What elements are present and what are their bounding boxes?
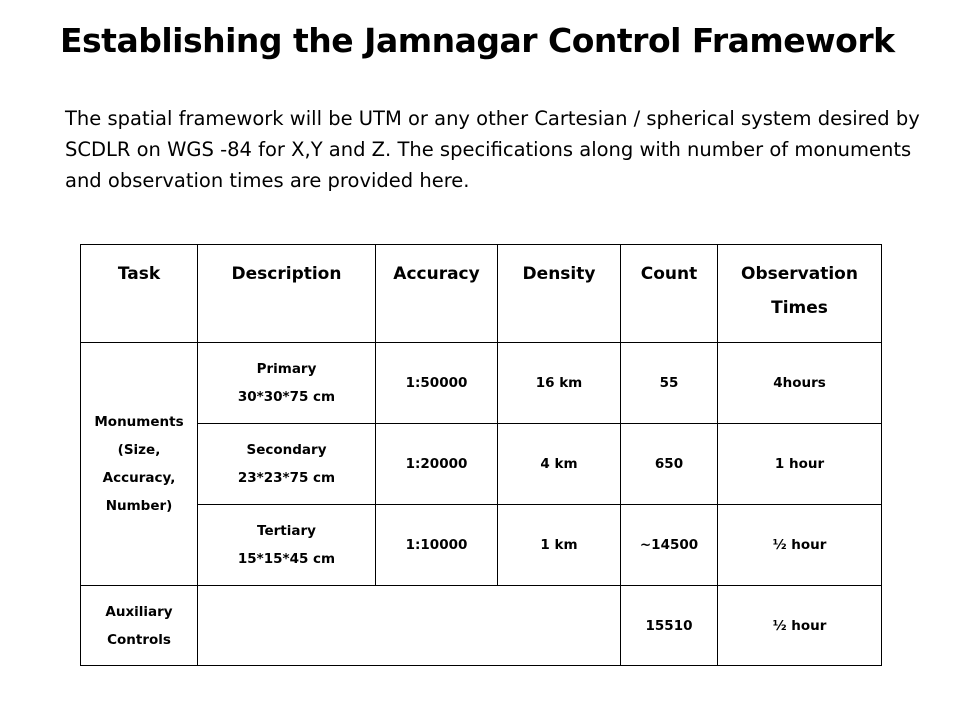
monuments-line2: (Size, <box>117 442 161 458</box>
header-density: Density <box>498 245 621 343</box>
table-header-row <box>81 245 882 343</box>
header-count: Count <box>621 245 718 343</box>
cell-observation: ½ hour <box>718 586 882 666</box>
cell-task-auxiliary <box>81 586 198 666</box>
cell-count: 650 <box>621 424 718 505</box>
cell-accuracy: 1:20000 <box>376 424 498 505</box>
description-size: 30*30*75 cm <box>237 389 336 405</box>
header-observation-times <box>718 245 882 343</box>
cell-count: 15510 <box>621 586 718 666</box>
monuments-line3: Accuracy, <box>102 470 176 486</box>
cell-accuracy: 1:50000 <box>376 343 498 424</box>
table-row-primary <box>81 343 882 424</box>
cell-description <box>198 505 376 586</box>
cell-observation: 1 hour <box>718 424 882 505</box>
slide-title: Establishing the Jamnagar Control Framework <box>60 21 895 60</box>
description-name: Secondary <box>246 442 327 458</box>
cell-count: ~14500 <box>621 505 718 586</box>
table-row-tertiary <box>81 505 882 586</box>
cell-density: 4 km <box>498 424 621 505</box>
cell-observation: 4hours <box>718 343 882 424</box>
monuments-line1: Monuments <box>94 414 184 430</box>
header-task: Task <box>81 245 198 343</box>
monuments-line4: Number) <box>105 498 173 514</box>
header-description: Description <box>198 245 376 343</box>
intro-paragraph: The spatial framework will be UTM or any other Cartesian / spherical system desired by SCDLR on WGS -84 for X,Y and Z. The specifications along with number of monuments and observation times are provided here. <box>65 107 920 192</box>
cell-description <box>198 343 376 424</box>
table-row-auxiliary <box>81 586 882 666</box>
description-size: 23*23*75 cm <box>237 470 336 486</box>
header-accuracy: Accuracy <box>376 245 498 343</box>
cell-description <box>198 424 376 505</box>
cell-density: 16 km <box>498 343 621 424</box>
control-framework-table <box>80 244 882 666</box>
description-size: 15*15*45 cm <box>237 551 336 567</box>
cell-count: 55 <box>621 343 718 424</box>
cell-auxiliary-empty <box>198 586 621 666</box>
cell-accuracy: 1:10000 <box>376 505 498 586</box>
description-name: Tertiary <box>257 523 316 539</box>
cell-task-monuments <box>81 343 198 586</box>
table-row-secondary <box>81 424 882 505</box>
header-observation-line1: Observation <box>741 264 858 284</box>
auxiliary-line2: Controls <box>107 631 171 648</box>
auxiliary-line1: Auxiliary <box>105 603 173 620</box>
description-name: Primary <box>256 361 317 377</box>
header-observation-line2: Times <box>771 298 828 318</box>
cell-observation: ½ hour <box>718 505 882 586</box>
cell-density: 1 km <box>498 505 621 586</box>
